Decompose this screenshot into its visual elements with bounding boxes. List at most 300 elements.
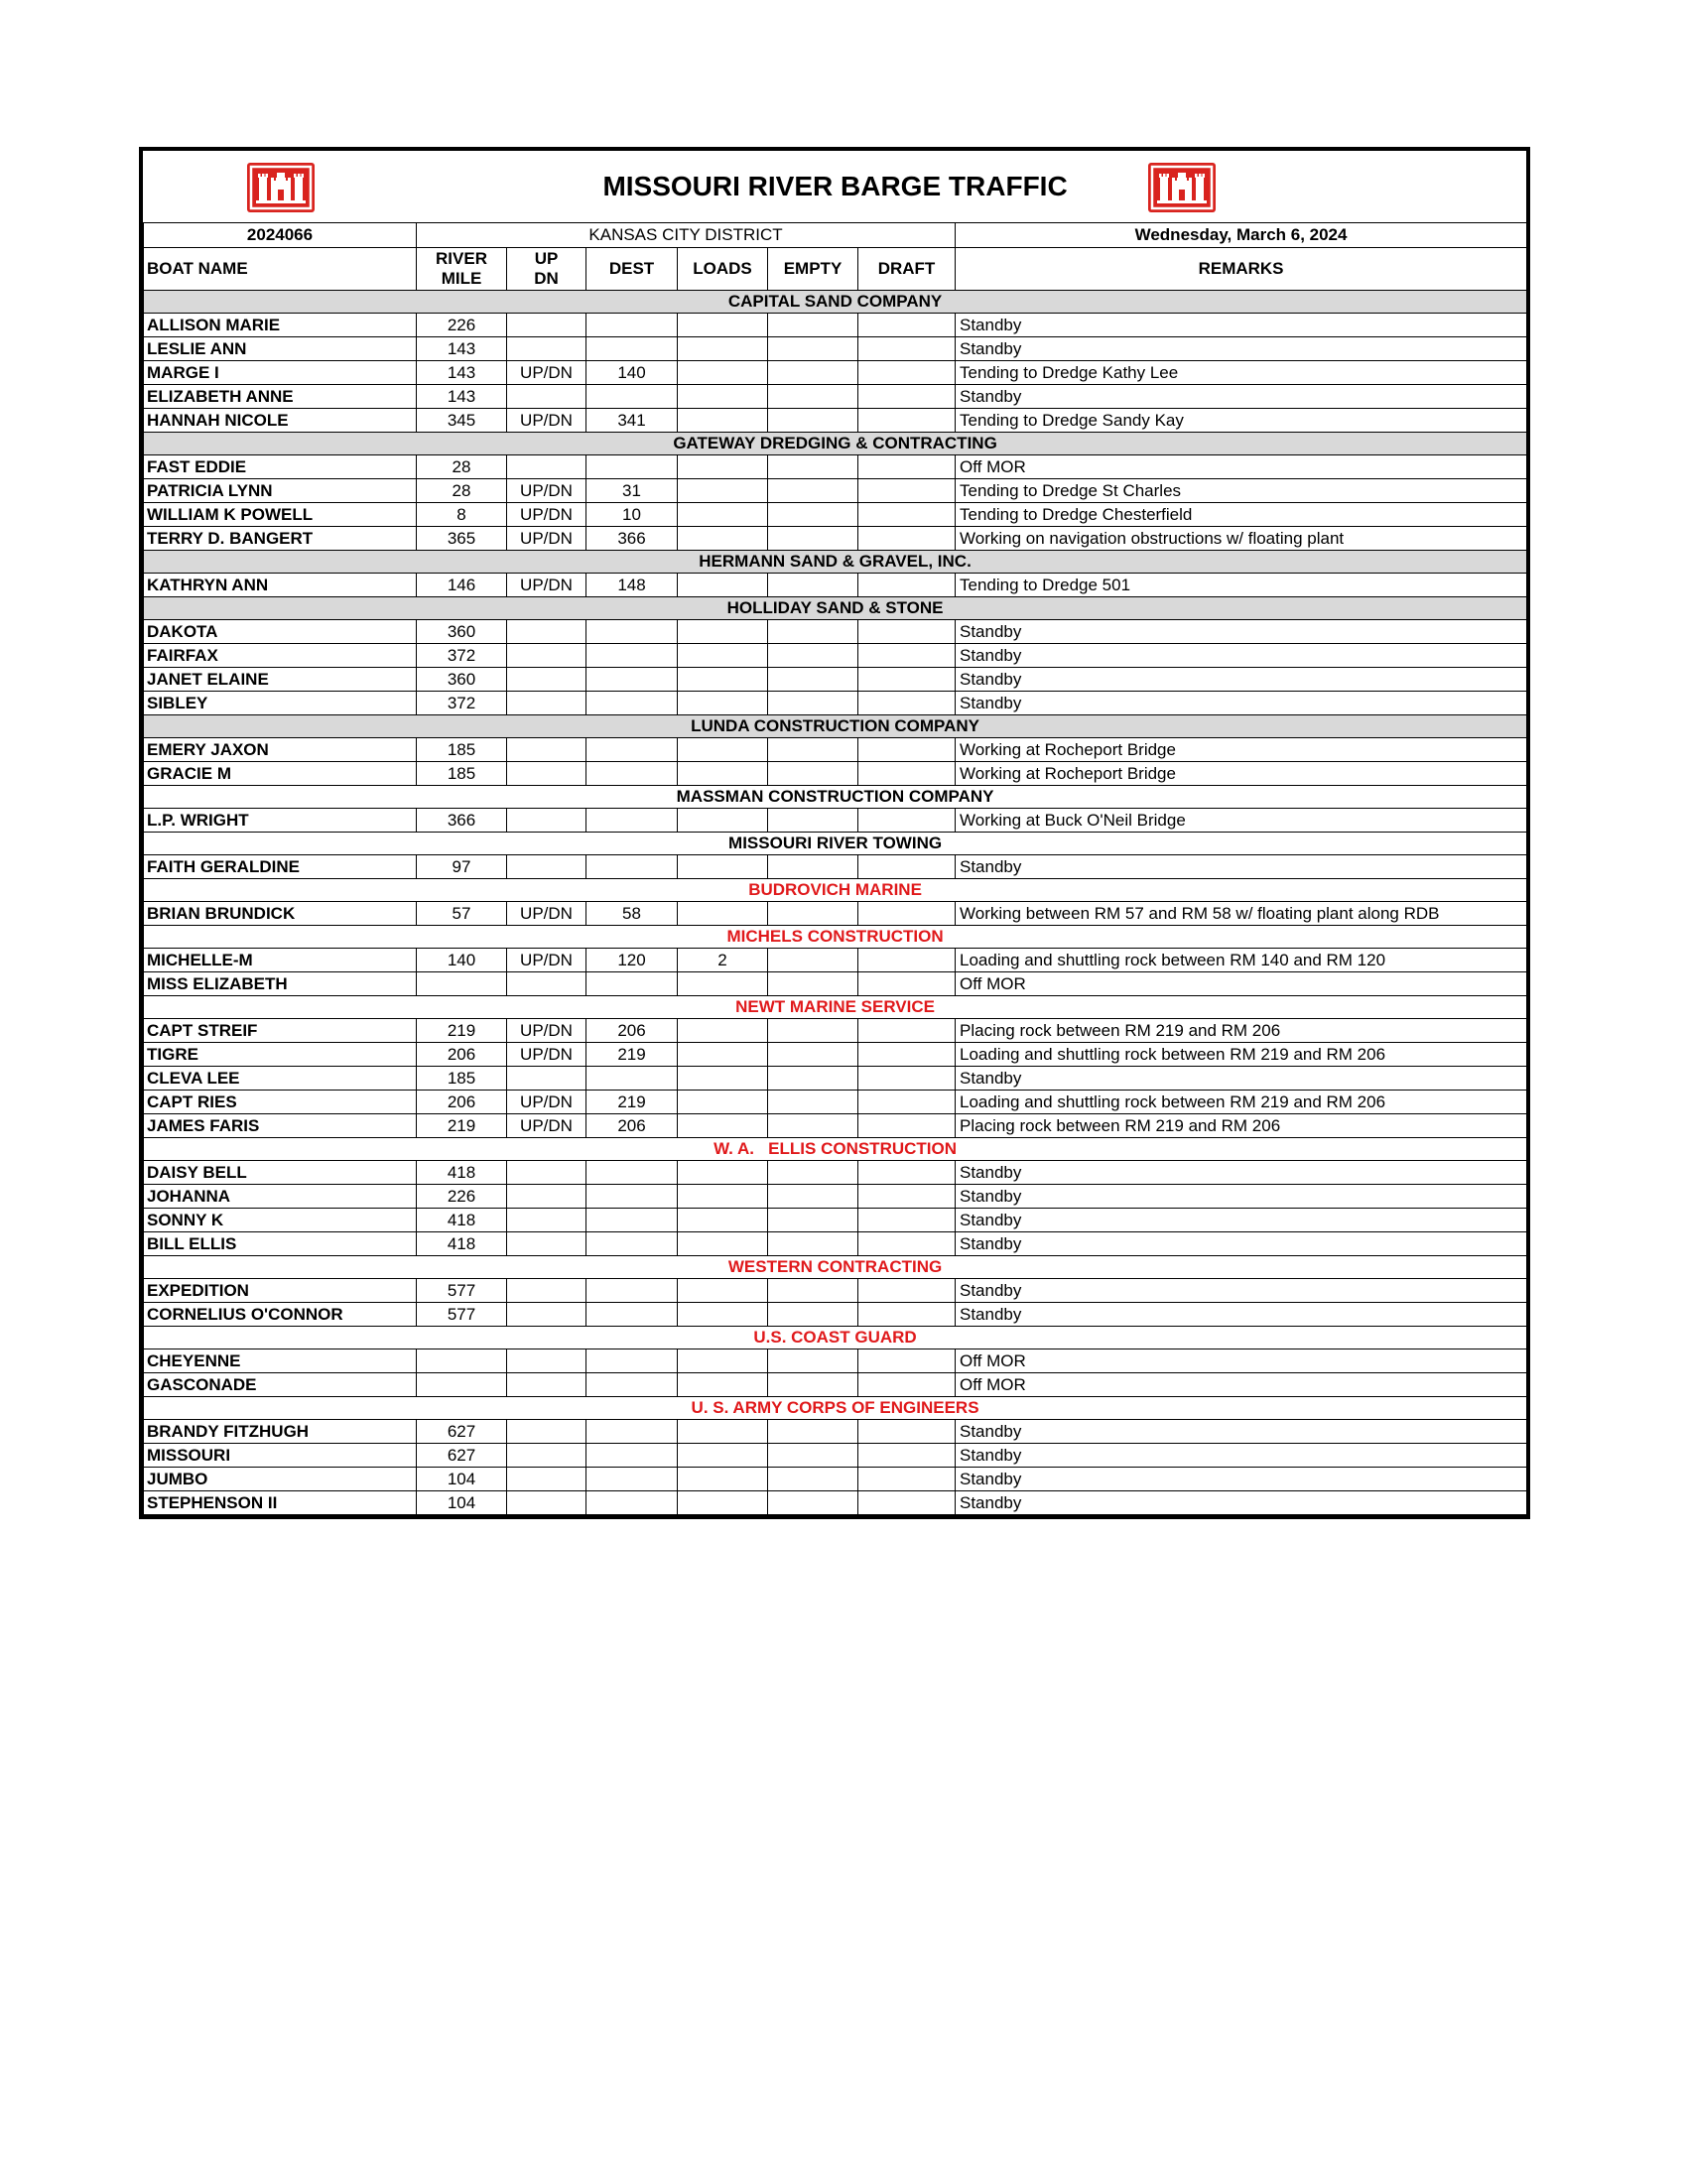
boat-row <box>144 1043 1527 1067</box>
company-header-row <box>144 715 1527 738</box>
col-river-mile-line1: RIVER <box>436 249 487 268</box>
remarks-cell: Standby <box>956 1468 1527 1491</box>
boat-name-cell: FAIRFAX <box>144 644 417 668</box>
empty-cell <box>768 902 858 926</box>
boat-name-cell: CAPT RIES <box>144 1091 417 1114</box>
boat-row <box>144 503 1527 527</box>
boat-name-cell: EXPEDITION <box>144 1279 417 1303</box>
up-dn-cell <box>507 762 586 786</box>
boat-row <box>144 1232 1527 1256</box>
loads-cell <box>678 1468 768 1491</box>
company-name: CAPITAL SAND COMPANY <box>144 291 1527 314</box>
draft-cell <box>858 1373 956 1397</box>
remarks-cell: Off MOR <box>956 972 1527 996</box>
loads-cell <box>678 1185 768 1209</box>
draft-cell <box>858 314 956 337</box>
info-row <box>144 223 1527 248</box>
remarks-cell: Standby <box>956 668 1527 692</box>
remarks-cell: Tending to Dredge Kathy Lee <box>956 361 1527 385</box>
boat-row <box>144 574 1527 597</box>
up-dn-cell <box>507 1468 586 1491</box>
remarks-cell: Working on navigation obstructions w/ floating plant <box>956 527 1527 551</box>
boat-name-cell: DAISY BELL <box>144 1161 417 1185</box>
company-name: MASSMAN CONSTRUCTION COMPANY <box>144 786 1527 809</box>
draft-cell <box>858 809 956 833</box>
dest-cell <box>586 738 678 762</box>
remarks-cell: Standby <box>956 1279 1527 1303</box>
boat-name-cell: MICHELLE-M <box>144 949 417 972</box>
empty-cell <box>768 409 858 433</box>
empty-cell <box>768 574 858 597</box>
company-header-row <box>144 996 1527 1019</box>
dest-cell <box>586 668 678 692</box>
company-name: U. S. ARMY CORPS OF ENGINEERS <box>144 1397 1527 1420</box>
remarks-cell: Tending to Dredge 501 <box>956 574 1527 597</box>
boat-name-cell: CORNELIUS O'CONNOR <box>144 1303 417 1327</box>
draft-cell <box>858 1491 956 1515</box>
up-dn-cell <box>507 1067 586 1091</box>
boat-name-cell: FAITH GERALDINE <box>144 855 417 879</box>
boat-row <box>144 1373 1527 1397</box>
up-dn-cell <box>507 1349 586 1373</box>
up-dn-cell <box>507 385 586 409</box>
river-mile-cell: 219 <box>417 1019 507 1043</box>
remarks-cell: Off MOR <box>956 455 1527 479</box>
empty-cell <box>768 762 858 786</box>
boat-name-cell: JUMBO <box>144 1468 417 1491</box>
empty-cell <box>768 455 858 479</box>
up-dn-cell: UP/DN <box>507 503 586 527</box>
empty-cell <box>768 1420 858 1444</box>
dest-cell <box>586 1232 678 1256</box>
draft-cell <box>858 1303 956 1327</box>
loads-cell <box>678 1279 768 1303</box>
boat-row <box>144 1161 1527 1185</box>
empty-cell <box>768 620 858 644</box>
boat-name-cell: BRIAN BRUNDICK <box>144 902 417 926</box>
dest-cell: 31 <box>586 479 678 503</box>
boat-name-cell: CAPT STREIF <box>144 1019 417 1043</box>
boat-row <box>144 809 1527 833</box>
loads-cell <box>678 1349 768 1373</box>
draft-cell <box>858 620 956 644</box>
company-header-row <box>144 1397 1527 1420</box>
up-dn-cell: UP/DN <box>507 1114 586 1138</box>
river-mile-cell: 372 <box>417 692 507 715</box>
dest-cell: 148 <box>586 574 678 597</box>
remarks-cell: Standby <box>956 1067 1527 1091</box>
empty-cell <box>768 527 858 551</box>
remarks-cell: Standby <box>956 1491 1527 1515</box>
dest-cell <box>586 385 678 409</box>
loads-cell <box>678 902 768 926</box>
boat-name-cell: JAMES FARIS <box>144 1114 417 1138</box>
empty-cell <box>768 1303 858 1327</box>
remarks-cell: Standby <box>956 644 1527 668</box>
up-dn-cell <box>507 1491 586 1515</box>
draft-cell <box>858 738 956 762</box>
river-mile-cell: 365 <box>417 527 507 551</box>
loads-cell <box>678 1067 768 1091</box>
remarks-cell: Off MOR <box>956 1373 1527 1397</box>
dest-cell: 140 <box>586 361 678 385</box>
dest-cell: 341 <box>586 409 678 433</box>
empty-cell <box>768 1468 858 1491</box>
up-dn-cell <box>507 1373 586 1397</box>
river-mile-cell: 226 <box>417 314 507 337</box>
loads-cell <box>678 1209 768 1232</box>
dest-cell <box>586 1067 678 1091</box>
company-name: W. A. ELLIS CONSTRUCTION <box>144 1138 1527 1161</box>
dest-cell <box>586 644 678 668</box>
boat-row <box>144 1067 1527 1091</box>
draft-cell <box>858 1349 956 1373</box>
draft-cell <box>858 1232 956 1256</box>
dest-cell: 366 <box>586 527 678 551</box>
river-mile-cell: 366 <box>417 809 507 833</box>
up-dn-cell: UP/DN <box>507 574 586 597</box>
company-header-row <box>144 597 1527 620</box>
loads-cell <box>678 1303 768 1327</box>
boat-name-cell: CLEVA LEE <box>144 1067 417 1091</box>
boat-row <box>144 644 1527 668</box>
boat-name-cell: BILL ELLIS <box>144 1232 417 1256</box>
up-dn-cell <box>507 455 586 479</box>
dest-cell: 206 <box>586 1114 678 1138</box>
empty-cell <box>768 1091 858 1114</box>
up-dn-cell <box>507 738 586 762</box>
remarks-cell: Standby <box>956 337 1527 361</box>
up-dn-cell: UP/DN <box>507 1091 586 1114</box>
up-dn-cell <box>507 809 586 833</box>
title-cell <box>144 151 1527 223</box>
loads-cell <box>678 503 768 527</box>
remarks-cell: Loading and shuttling rock between RM 219 and RM 206 <box>956 1043 1527 1067</box>
remarks-cell: Standby <box>956 1209 1527 1232</box>
col-river-mile <box>417 248 507 291</box>
loads-cell <box>678 809 768 833</box>
loads-cell <box>678 337 768 361</box>
river-mile-cell: 140 <box>417 949 507 972</box>
boat-name-cell: WILLIAM K POWELL <box>144 503 417 527</box>
loads-cell <box>678 479 768 503</box>
river-mile-cell: 146 <box>417 574 507 597</box>
up-dn-cell <box>507 855 586 879</box>
col-up-dn <box>507 248 586 291</box>
boat-row <box>144 972 1527 996</box>
remarks-cell: Standby <box>956 692 1527 715</box>
boat-row <box>144 314 1527 337</box>
river-mile-cell: 577 <box>417 1303 507 1327</box>
remarks-cell: Working at Rocheport Bridge <box>956 738 1527 762</box>
empty-cell <box>768 337 858 361</box>
page-title: MISSOURI RIVER BARGE TRAFFIC <box>602 171 1068 201</box>
empty-cell <box>768 1491 858 1515</box>
draft-cell <box>858 762 956 786</box>
loads-cell <box>678 314 768 337</box>
remarks-cell: Standby <box>956 314 1527 337</box>
river-mile-cell: 143 <box>417 361 507 385</box>
company-header-row <box>144 1256 1527 1279</box>
boat-row <box>144 1303 1527 1327</box>
draft-cell <box>858 668 956 692</box>
dest-cell <box>586 337 678 361</box>
col-boat-name: BOAT NAME <box>144 248 417 291</box>
company-name: MICHELS CONSTRUCTION <box>144 926 1527 949</box>
up-dn-cell <box>507 1279 586 1303</box>
draft-cell <box>858 855 956 879</box>
col-dest: DEST <box>586 248 678 291</box>
company-name: WESTERN CONTRACTING <box>144 1256 1527 1279</box>
remarks-cell: Loading and shuttling rock between RM 219 and RM 206 <box>956 1091 1527 1114</box>
col-river-mile-line2: MILE <box>441 269 482 288</box>
company-name: MISSOURI RIVER TOWING <box>144 833 1527 855</box>
loads-cell <box>678 1114 768 1138</box>
remarks-cell: Working at Rocheport Bridge <box>956 762 1527 786</box>
remarks-cell: Standby <box>956 1420 1527 1444</box>
river-mile-cell: 143 <box>417 337 507 361</box>
dest-cell <box>586 1349 678 1373</box>
river-mile-cell: 418 <box>417 1209 507 1232</box>
boat-row <box>144 902 1527 926</box>
loads-cell <box>678 1161 768 1185</box>
loads-cell: 2 <box>678 949 768 972</box>
company-name: BUDROVICH MARINE <box>144 879 1527 902</box>
castle-icon <box>247 163 315 212</box>
draft-cell <box>858 361 956 385</box>
boat-row <box>144 1091 1527 1114</box>
loads-cell <box>678 455 768 479</box>
company-name: GATEWAY DREDGING & CONTRACTING <box>144 433 1527 455</box>
river-mile-cell: 104 <box>417 1491 507 1515</box>
draft-cell <box>858 1114 956 1138</box>
boat-row <box>144 855 1527 879</box>
draft-cell <box>858 692 956 715</box>
company-header-row <box>144 786 1527 809</box>
up-dn-cell <box>507 644 586 668</box>
up-dn-cell <box>507 1185 586 1209</box>
loads-cell <box>678 409 768 433</box>
company-name: HOLLIDAY SAND & STONE <box>144 597 1527 620</box>
boat-name-cell: ALLISON MARIE <box>144 314 417 337</box>
up-dn-cell <box>507 1444 586 1468</box>
boat-row <box>144 479 1527 503</box>
boat-row <box>144 1209 1527 1232</box>
up-dn-cell: UP/DN <box>507 949 586 972</box>
empty-cell <box>768 949 858 972</box>
dest-cell <box>586 809 678 833</box>
boat-row <box>144 1279 1527 1303</box>
company-name: LUNDA CONSTRUCTION COMPANY <box>144 715 1527 738</box>
draft-cell <box>858 1161 956 1185</box>
boat-name-cell: TIGRE <box>144 1043 417 1067</box>
empty-cell <box>768 809 858 833</box>
up-dn-cell <box>507 1303 586 1327</box>
remarks-cell: Tending to Dredge Sandy Kay <box>956 409 1527 433</box>
remarks-cell: Working between RM 57 and RM 58 w/ floating plant along RDB <box>956 902 1527 926</box>
up-dn-cell <box>507 314 586 337</box>
dest-cell <box>586 692 678 715</box>
empty-cell <box>768 855 858 879</box>
company-header-row <box>144 291 1527 314</box>
dest-cell <box>586 455 678 479</box>
river-mile-cell: 360 <box>417 668 507 692</box>
empty-cell <box>768 972 858 996</box>
loads-cell <box>678 1420 768 1444</box>
remarks-cell: Standby <box>956 385 1527 409</box>
loads-cell <box>678 361 768 385</box>
boat-name-cell: EMERY JAXON <box>144 738 417 762</box>
draft-cell <box>858 1091 956 1114</box>
empty-cell <box>768 668 858 692</box>
company-header-row <box>144 879 1527 902</box>
dest-cell <box>586 314 678 337</box>
draft-cell <box>858 1209 956 1232</box>
company-header-row <box>144 1327 1527 1349</box>
loads-cell <box>678 1091 768 1114</box>
col-remarks: REMARKS <box>956 248 1527 291</box>
up-dn-cell <box>507 972 586 996</box>
river-mile-cell: 97 <box>417 855 507 879</box>
draft-cell <box>858 479 956 503</box>
empty-cell <box>768 1209 858 1232</box>
river-mile-cell: 28 <box>417 479 507 503</box>
empty-cell <box>768 1444 858 1468</box>
remarks-cell: Standby <box>956 1185 1527 1209</box>
remarks-cell: Tending to Dredge St Charles <box>956 479 1527 503</box>
draft-cell <box>858 1444 956 1468</box>
loads-cell <box>678 385 768 409</box>
title-row <box>144 151 1527 223</box>
company-name: U.S. COAST GUARD <box>144 1327 1527 1349</box>
dest-cell: 120 <box>586 949 678 972</box>
boat-name-cell: SONNY K <box>144 1209 417 1232</box>
empty-cell <box>768 1349 858 1373</box>
boat-row <box>144 1468 1527 1491</box>
river-mile-cell: 8 <box>417 503 507 527</box>
river-mile-cell: 206 <box>417 1043 507 1067</box>
draft-cell <box>858 644 956 668</box>
dest-cell <box>586 1161 678 1185</box>
draft-cell <box>858 337 956 361</box>
draft-cell <box>858 574 956 597</box>
boat-name-cell: GRACIE M <box>144 762 417 786</box>
river-mile-cell: 57 <box>417 902 507 926</box>
dest-cell: 58 <box>586 902 678 926</box>
river-mile-cell <box>417 1373 507 1397</box>
loads-cell <box>678 1232 768 1256</box>
boat-row <box>144 409 1527 433</box>
remarks-cell: Working at Buck O'Neil Bridge <box>956 809 1527 833</box>
remarks-cell: Standby <box>956 1303 1527 1327</box>
boat-name-cell: JANET ELAINE <box>144 668 417 692</box>
dest-cell <box>586 1373 678 1397</box>
draft-cell <box>858 1185 956 1209</box>
loads-cell <box>678 738 768 762</box>
empty-cell <box>768 1019 858 1043</box>
draft-cell <box>858 902 956 926</box>
boat-name-cell: STEPHENSON II <box>144 1491 417 1515</box>
up-dn-cell <box>507 1232 586 1256</box>
up-dn-cell: UP/DN <box>507 1043 586 1067</box>
river-mile-cell: 418 <box>417 1232 507 1256</box>
loads-cell <box>678 762 768 786</box>
dest-cell <box>586 1209 678 1232</box>
company-header-row <box>144 433 1527 455</box>
boat-row <box>144 738 1527 762</box>
draft-cell <box>858 455 956 479</box>
empty-cell <box>768 1185 858 1209</box>
boat-name-cell: FAST EDDIE <box>144 455 417 479</box>
empty-cell <box>768 1161 858 1185</box>
up-dn-cell: UP/DN <box>507 1019 586 1043</box>
draft-cell <box>858 1468 956 1491</box>
up-dn-cell <box>507 337 586 361</box>
barge-traffic-table <box>143 151 1527 1515</box>
remarks-cell: Tending to Dredge Chesterfield <box>956 503 1527 527</box>
col-draft: DRAFT <box>858 248 956 291</box>
boat-name-cell: TERRY D. BANGERT <box>144 527 417 551</box>
boat-row <box>144 692 1527 715</box>
river-mile-cell <box>417 1349 507 1373</box>
draft-cell <box>858 527 956 551</box>
river-mile-cell: 627 <box>417 1420 507 1444</box>
boat-name-cell: PATRICIA LYNN <box>144 479 417 503</box>
company-header-row <box>144 833 1527 855</box>
river-mile-cell: 627 <box>417 1444 507 1468</box>
remarks-cell: Off MOR <box>956 1349 1527 1373</box>
boat-row <box>144 949 1527 972</box>
empty-cell <box>768 738 858 762</box>
boat-name-cell: HANNAH NICOLE <box>144 409 417 433</box>
empty-cell <box>768 1232 858 1256</box>
loads-cell <box>678 527 768 551</box>
draft-cell <box>858 409 956 433</box>
up-dn-cell: UP/DN <box>507 361 586 385</box>
remarks-cell: Standby <box>956 1161 1527 1185</box>
boat-row <box>144 337 1527 361</box>
loads-cell <box>678 1491 768 1515</box>
up-dn-cell <box>507 1420 586 1444</box>
up-dn-cell: UP/DN <box>507 527 586 551</box>
draft-cell <box>858 1420 956 1444</box>
boat-name-cell: KATHRYN ANN <box>144 574 417 597</box>
dest-cell <box>586 972 678 996</box>
draft-cell <box>858 385 956 409</box>
boat-row <box>144 762 1527 786</box>
up-dn-cell <box>507 1209 586 1232</box>
draft-cell <box>858 972 956 996</box>
column-header-row <box>144 248 1527 291</box>
dest-cell <box>586 1279 678 1303</box>
empty-cell <box>768 479 858 503</box>
col-up-dn-line2: DN <box>534 269 559 288</box>
remarks-cell: Standby <box>956 1232 1527 1256</box>
boat-name-cell: BRANDY FITZHUGH <box>144 1420 417 1444</box>
empty-cell <box>768 644 858 668</box>
boat-row <box>144 1114 1527 1138</box>
remarks-cell: Placing rock between RM 219 and RM 206 <box>956 1019 1527 1043</box>
remarks-cell: Standby <box>956 620 1527 644</box>
boat-row <box>144 527 1527 551</box>
boat-name-cell: CHEYENNE <box>144 1349 417 1373</box>
river-mile-cell: 206 <box>417 1091 507 1114</box>
boat-row <box>144 361 1527 385</box>
dest-cell <box>586 1420 678 1444</box>
dest-cell <box>586 1491 678 1515</box>
up-dn-cell <box>507 1161 586 1185</box>
remarks-cell: Standby <box>956 1444 1527 1468</box>
